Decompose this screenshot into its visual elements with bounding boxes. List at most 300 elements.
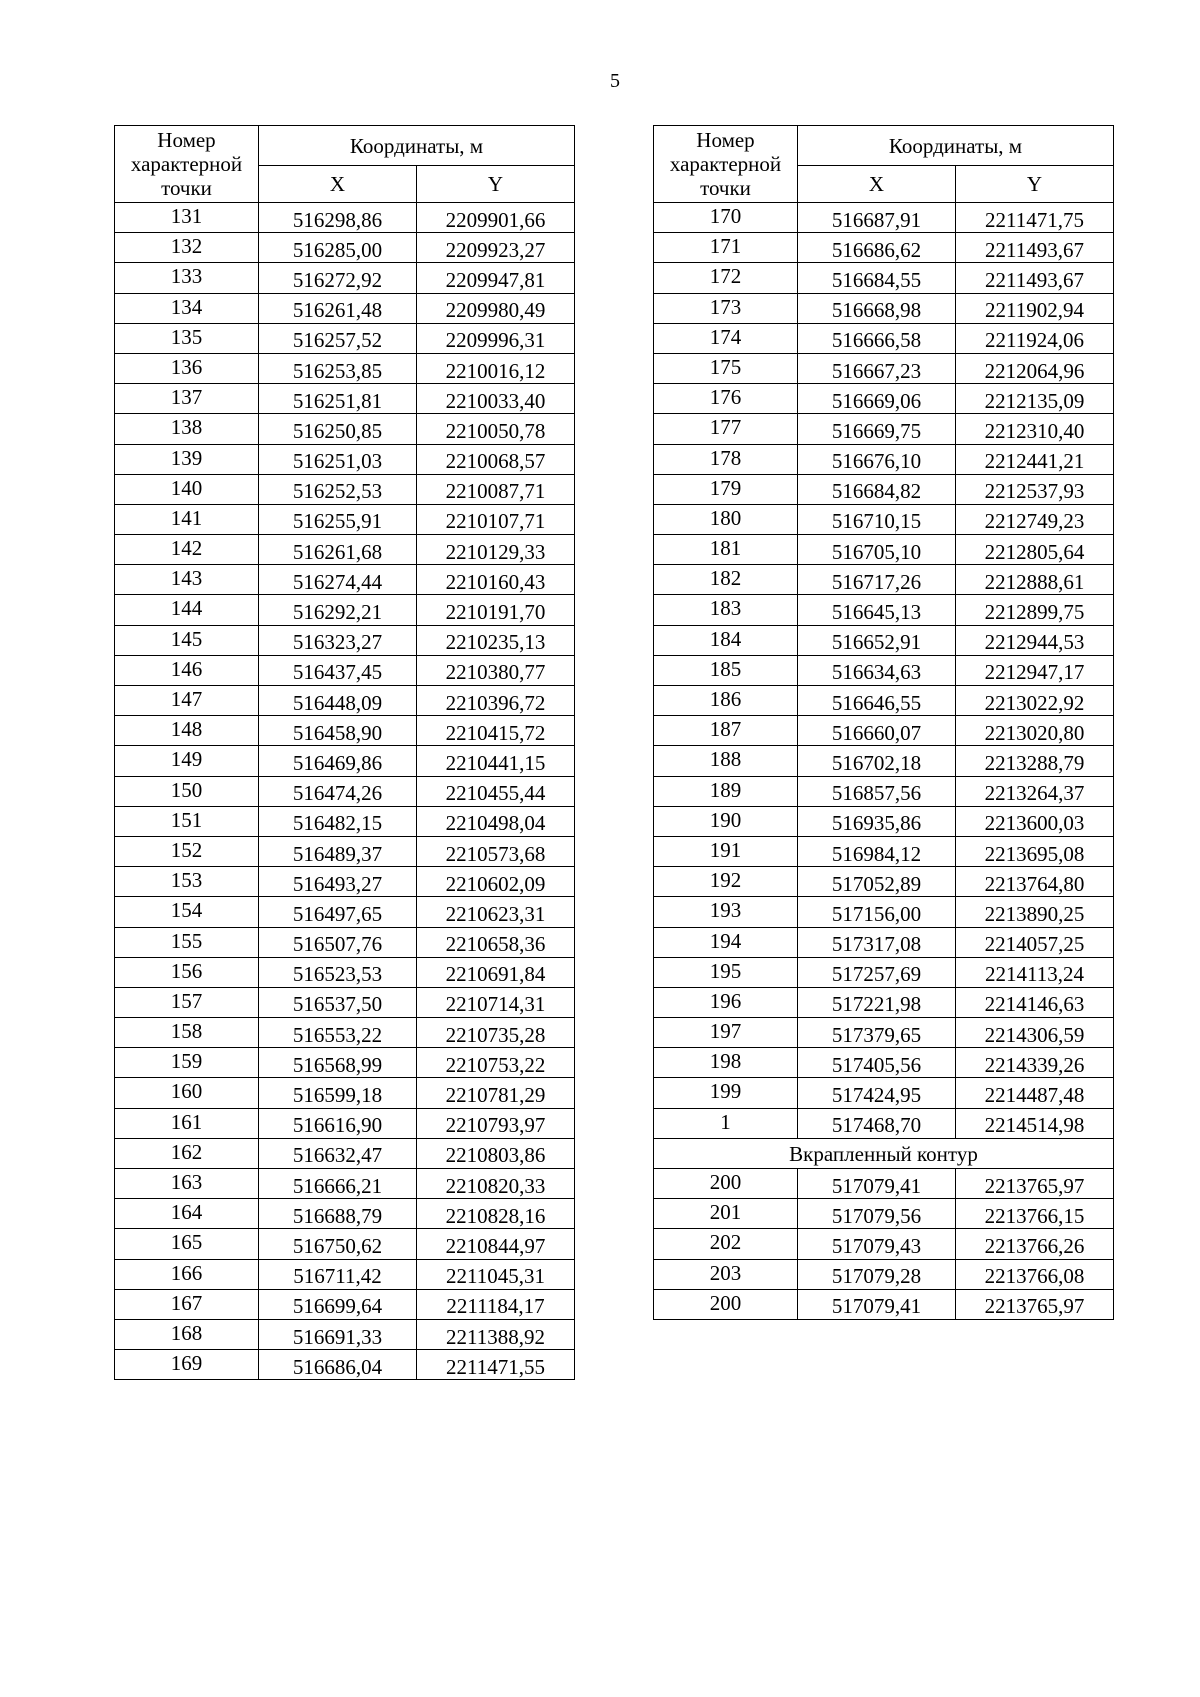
table-row (654, 746, 1114, 776)
table-row (115, 1138, 575, 1168)
y-coordinate-cell: 2213765,97 (956, 1169, 1114, 1199)
table-row (654, 1048, 1114, 1078)
point-number-cell: 133 (115, 263, 259, 293)
y-coordinate-cell: 2210753,22 (417, 1048, 575, 1078)
x-coordinate-cell: 516448,09 (259, 686, 417, 716)
table-row (115, 625, 575, 655)
y-coordinate-cell: 2210803,86 (417, 1138, 575, 1168)
y-coordinate-cell: 2212944,53 (956, 625, 1114, 655)
table-row (115, 474, 575, 504)
table-row (115, 565, 575, 595)
y-coordinate-cell: 2212135,09 (956, 384, 1114, 414)
table-row (115, 686, 575, 716)
point-number-cell: 186 (654, 686, 798, 716)
point-number-cell: 192 (654, 867, 798, 897)
table-row (115, 927, 575, 957)
table-row (115, 293, 575, 323)
point-number-cell: 138 (115, 414, 259, 444)
x-coordinate-cell: 516250,85 (259, 414, 417, 444)
point-number-cell: 200 (654, 1289, 798, 1319)
y-coordinate-cell: 2210160,43 (417, 565, 575, 595)
table-row (654, 384, 1114, 414)
y-coordinate-cell: 2210844,97 (417, 1229, 575, 1259)
x-coordinate-cell: 516458,90 (259, 716, 417, 746)
x-coordinate-cell: 517379,65 (798, 1018, 956, 1048)
y-coordinate-cell: 2213764,80 (956, 867, 1114, 897)
point-number-cell: 166 (115, 1259, 259, 1289)
point-number-cell: 168 (115, 1319, 259, 1349)
y-coordinate-cell: 2209947,81 (417, 263, 575, 293)
x-coordinate-cell: 516469,86 (259, 746, 417, 776)
x-coordinate-cell: 516711,42 (259, 1259, 417, 1289)
point-number-cell: 158 (115, 1018, 259, 1048)
x-coordinate-cell: 516857,56 (798, 776, 956, 806)
point-number-cell: 165 (115, 1229, 259, 1259)
table-row (115, 203, 575, 233)
header-y: Y (417, 166, 575, 203)
point-number-cell: 154 (115, 897, 259, 927)
table-row (115, 1048, 575, 1078)
y-coordinate-cell: 2211902,94 (956, 293, 1114, 323)
table-row (654, 293, 1114, 323)
y-coordinate-cell: 2210380,77 (417, 655, 575, 685)
y-coordinate-cell: 2213020,80 (956, 716, 1114, 746)
x-coordinate-cell: 516252,53 (259, 474, 417, 504)
point-number-cell: 141 (115, 504, 259, 534)
section-label: Вкрапленный контур (654, 1138, 1114, 1168)
table-row (115, 1319, 575, 1349)
point-number-cell: 189 (654, 776, 798, 806)
x-coordinate-cell: 516984,12 (798, 836, 956, 866)
table-row (654, 595, 1114, 625)
y-coordinate-cell: 2213766,15 (956, 1199, 1114, 1229)
y-coordinate-cell: 2210735,28 (417, 1018, 575, 1048)
table-row (115, 263, 575, 293)
y-coordinate-cell: 2214487,48 (956, 1078, 1114, 1108)
y-coordinate-cell: 2213766,26 (956, 1229, 1114, 1259)
x-coordinate-cell: 516669,75 (798, 414, 956, 444)
x-coordinate-cell: 516935,86 (798, 806, 956, 836)
y-coordinate-cell: 2214057,25 (956, 927, 1114, 957)
point-number-cell: 152 (115, 836, 259, 866)
point-number-cell: 142 (115, 535, 259, 565)
point-number-cell: 178 (654, 444, 798, 474)
x-coordinate-cell: 516710,15 (798, 504, 956, 534)
x-coordinate-cell: 516272,92 (259, 263, 417, 293)
point-number-cell: 162 (115, 1138, 259, 1168)
x-coordinate-cell: 517468,70 (798, 1108, 956, 1138)
table-row (654, 535, 1114, 565)
point-number-cell: 197 (654, 1018, 798, 1048)
point-number-cell: 176 (654, 384, 798, 414)
y-coordinate-cell: 2210068,57 (417, 444, 575, 474)
table-row (115, 1018, 575, 1048)
y-coordinate-cell: 2212888,61 (956, 565, 1114, 595)
x-coordinate-cell: 516261,48 (259, 293, 417, 323)
x-coordinate-cell: 516668,98 (798, 293, 956, 323)
table-row (115, 233, 575, 263)
section-row (654, 1138, 1114, 1168)
point-number-cell: 203 (654, 1259, 798, 1289)
table-row (654, 1018, 1114, 1048)
y-coordinate-cell: 2212947,17 (956, 655, 1114, 685)
y-coordinate-cell: 2212441,21 (956, 444, 1114, 474)
table-row (654, 233, 1114, 263)
point-number-cell: 181 (654, 535, 798, 565)
point-number-cell: 135 (115, 323, 259, 353)
point-number-cell: 198 (654, 1048, 798, 1078)
y-coordinate-cell: 2210033,40 (417, 384, 575, 414)
x-coordinate-cell: 517221,98 (798, 987, 956, 1017)
table-row (654, 625, 1114, 655)
x-coordinate-cell: 516255,91 (259, 504, 417, 534)
page-number: 5 (610, 70, 620, 92)
table-row (115, 897, 575, 927)
table-row (115, 1259, 575, 1289)
point-number-cell: 173 (654, 293, 798, 323)
x-coordinate-cell: 517079,41 (798, 1169, 956, 1199)
table-row (115, 535, 575, 565)
table-row (115, 806, 575, 836)
table-row (115, 353, 575, 383)
point-number-cell: 150 (115, 776, 259, 806)
table-row (654, 444, 1114, 474)
x-coordinate-cell: 516702,18 (798, 746, 956, 776)
x-coordinate-cell: 517156,00 (798, 897, 956, 927)
point-number-cell: 196 (654, 987, 798, 1017)
y-coordinate-cell: 2212537,93 (956, 474, 1114, 504)
table-row (654, 1259, 1114, 1289)
table-row (654, 776, 1114, 806)
table-row (654, 1289, 1114, 1319)
coordinates-table-left (114, 125, 575, 1380)
point-number-cell: 163 (115, 1169, 259, 1199)
table-row (115, 776, 575, 806)
point-number-cell: 131 (115, 203, 259, 233)
y-coordinate-cell: 2210016,12 (417, 353, 575, 383)
point-number-cell: 184 (654, 625, 798, 655)
x-coordinate-cell: 516497,65 (259, 897, 417, 927)
x-coordinate-cell: 516666,21 (259, 1169, 417, 1199)
header-point-number: Номер характерной точки (115, 126, 259, 203)
table-row (115, 414, 575, 444)
x-coordinate-cell: 516257,52 (259, 323, 417, 353)
table-row (115, 716, 575, 746)
header-y: Y (956, 166, 1114, 203)
x-coordinate-cell: 516684,82 (798, 474, 956, 504)
table-row (115, 987, 575, 1017)
table-row (654, 1169, 1114, 1199)
point-number-cell: 139 (115, 444, 259, 474)
y-coordinate-cell: 2213695,08 (956, 836, 1114, 866)
table-row (654, 203, 1114, 233)
y-coordinate-cell: 2210235,13 (417, 625, 575, 655)
table-row (654, 1229, 1114, 1259)
y-coordinate-cell: 2211493,67 (956, 233, 1114, 263)
point-number-cell: 170 (654, 203, 798, 233)
point-number-cell: 200 (654, 1169, 798, 1199)
table-row (654, 263, 1114, 293)
point-number-cell: 177 (654, 414, 798, 444)
point-number-cell: 137 (115, 384, 259, 414)
y-coordinate-cell: 2212805,64 (956, 535, 1114, 565)
point-number-cell: 156 (115, 957, 259, 987)
table-row (654, 836, 1114, 866)
point-number-cell: 188 (654, 746, 798, 776)
table-row (654, 927, 1114, 957)
x-coordinate-cell: 516599,18 (259, 1078, 417, 1108)
x-coordinate-cell: 517079,56 (798, 1199, 956, 1229)
point-number-cell: 146 (115, 655, 259, 685)
point-number-cell: 174 (654, 323, 798, 353)
right-table-body (654, 203, 1114, 1320)
table-row (654, 353, 1114, 383)
header-x: X (259, 166, 417, 203)
table-row (654, 1199, 1114, 1229)
y-coordinate-cell: 2210107,71 (417, 504, 575, 534)
point-number-cell: 140 (115, 474, 259, 504)
point-number-cell: 159 (115, 1048, 259, 1078)
y-coordinate-cell: 2210396,72 (417, 686, 575, 716)
x-coordinate-cell: 516437,45 (259, 655, 417, 685)
y-coordinate-cell: 2210573,68 (417, 836, 575, 866)
x-coordinate-cell: 516687,91 (798, 203, 956, 233)
point-number-cell: 169 (115, 1350, 259, 1380)
x-coordinate-cell: 516667,23 (798, 353, 956, 383)
point-number-cell: 193 (654, 897, 798, 927)
header-coordinates: Координаты, м (798, 126, 1114, 166)
y-coordinate-cell: 2210820,33 (417, 1169, 575, 1199)
y-coordinate-cell: 2211471,75 (956, 203, 1114, 233)
y-coordinate-cell: 2211184,17 (417, 1289, 575, 1319)
table-row (654, 655, 1114, 685)
point-number-cell: 164 (115, 1199, 259, 1229)
point-number-cell: 172 (654, 263, 798, 293)
x-coordinate-cell: 516686,04 (259, 1350, 417, 1380)
x-coordinate-cell: 516686,62 (798, 233, 956, 263)
x-coordinate-cell: 516750,62 (259, 1229, 417, 1259)
point-number-cell: 201 (654, 1199, 798, 1229)
x-coordinate-cell: 516482,15 (259, 806, 417, 836)
y-coordinate-cell: 2214514,98 (956, 1108, 1114, 1138)
table-row (115, 504, 575, 534)
y-coordinate-cell: 2211388,92 (417, 1319, 575, 1349)
y-coordinate-cell: 2210441,15 (417, 746, 575, 776)
point-number-cell: 187 (654, 716, 798, 746)
table-row (654, 686, 1114, 716)
x-coordinate-cell: 516323,27 (259, 625, 417, 655)
y-coordinate-cell: 2210691,84 (417, 957, 575, 987)
y-coordinate-cell: 2210828,16 (417, 1199, 575, 1229)
point-number-cell: 161 (115, 1108, 259, 1138)
table-row (654, 565, 1114, 595)
y-coordinate-cell: 2210781,29 (417, 1078, 575, 1108)
table-row (115, 867, 575, 897)
x-coordinate-cell: 516676,10 (798, 444, 956, 474)
point-number-cell: 182 (654, 565, 798, 595)
y-coordinate-cell: 2213288,79 (956, 746, 1114, 776)
y-coordinate-cell: 2209996,31 (417, 323, 575, 353)
y-coordinate-cell: 2210415,72 (417, 716, 575, 746)
y-coordinate-cell: 2212064,96 (956, 353, 1114, 383)
table-row (115, 1169, 575, 1199)
y-coordinate-cell: 2211924,06 (956, 323, 1114, 353)
y-coordinate-cell: 2212899,75 (956, 595, 1114, 625)
point-number-cell: 167 (115, 1289, 259, 1319)
x-coordinate-cell: 517405,56 (798, 1048, 956, 1078)
x-coordinate-cell: 516717,26 (798, 565, 956, 595)
x-coordinate-cell: 516688,79 (259, 1199, 417, 1229)
x-coordinate-cell: 516274,44 (259, 565, 417, 595)
x-coordinate-cell: 516632,47 (259, 1138, 417, 1168)
table-row (115, 384, 575, 414)
x-coordinate-cell: 517079,28 (798, 1259, 956, 1289)
x-coordinate-cell: 516292,21 (259, 595, 417, 625)
y-coordinate-cell: 2213022,92 (956, 686, 1114, 716)
y-coordinate-cell: 2213765,97 (956, 1289, 1114, 1319)
table-row (115, 1289, 575, 1319)
point-number-cell: 190 (654, 806, 798, 836)
y-coordinate-cell: 2210129,33 (417, 535, 575, 565)
x-coordinate-cell: 516251,81 (259, 384, 417, 414)
x-coordinate-cell: 516669,06 (798, 384, 956, 414)
point-number-cell: 195 (654, 957, 798, 987)
point-number-cell: 149 (115, 746, 259, 776)
y-coordinate-cell: 2211471,55 (417, 1350, 575, 1380)
y-coordinate-cell: 2211045,31 (417, 1259, 575, 1289)
x-coordinate-cell: 517257,69 (798, 957, 956, 987)
table-row (654, 414, 1114, 444)
table-row (654, 474, 1114, 504)
y-coordinate-cell: 2210623,31 (417, 897, 575, 927)
table-row (654, 987, 1114, 1017)
table-row (654, 716, 1114, 746)
x-coordinate-cell: 516616,90 (259, 1108, 417, 1138)
point-number-cell: 171 (654, 233, 798, 263)
table-row (654, 1108, 1114, 1138)
table-row (115, 1229, 575, 1259)
point-number-cell: 183 (654, 595, 798, 625)
y-coordinate-cell: 2210455,44 (417, 776, 575, 806)
table-row (654, 323, 1114, 353)
point-number-cell: 191 (654, 836, 798, 866)
table-row (115, 1199, 575, 1229)
y-coordinate-cell: 2214146,63 (956, 987, 1114, 1017)
x-coordinate-cell: 516537,50 (259, 987, 417, 1017)
x-coordinate-cell: 516553,22 (259, 1018, 417, 1048)
x-coordinate-cell: 516646,55 (798, 686, 956, 716)
y-coordinate-cell: 2212749,23 (956, 504, 1114, 534)
y-coordinate-cell: 2209901,66 (417, 203, 575, 233)
y-coordinate-cell: 2214306,59 (956, 1018, 1114, 1048)
point-number-cell: 160 (115, 1078, 259, 1108)
x-coordinate-cell: 516568,99 (259, 1048, 417, 1078)
coordinates-table-right (653, 125, 1114, 1320)
x-coordinate-cell: 516251,03 (259, 444, 417, 474)
y-coordinate-cell: 2212310,40 (956, 414, 1114, 444)
table-row (115, 746, 575, 776)
y-coordinate-cell: 2209923,27 (417, 233, 575, 263)
y-coordinate-cell: 2210793,97 (417, 1108, 575, 1138)
x-coordinate-cell: 516652,91 (798, 625, 956, 655)
point-number-cell: 132 (115, 233, 259, 263)
x-coordinate-cell: 516523,53 (259, 957, 417, 987)
y-coordinate-cell: 2213890,25 (956, 897, 1114, 927)
point-number-cell: 148 (115, 716, 259, 746)
table-row (115, 1078, 575, 1108)
x-coordinate-cell: 516634,63 (798, 655, 956, 685)
point-number-cell: 134 (115, 293, 259, 323)
x-coordinate-cell: 516298,86 (259, 203, 417, 233)
table-row (654, 1078, 1114, 1108)
table-row (654, 806, 1114, 836)
table-row (654, 897, 1114, 927)
x-coordinate-cell: 517079,43 (798, 1229, 956, 1259)
x-coordinate-cell: 516691,33 (259, 1319, 417, 1349)
y-coordinate-cell: 2210087,71 (417, 474, 575, 504)
x-coordinate-cell: 516261,68 (259, 535, 417, 565)
x-coordinate-cell: 517052,89 (798, 867, 956, 897)
y-coordinate-cell: 2214339,26 (956, 1048, 1114, 1078)
y-coordinate-cell: 2209980,49 (417, 293, 575, 323)
table-row (115, 1108, 575, 1138)
x-coordinate-cell: 516645,13 (798, 595, 956, 625)
x-coordinate-cell: 516253,85 (259, 353, 417, 383)
header-x: X (798, 166, 956, 203)
y-coordinate-cell: 2210602,09 (417, 867, 575, 897)
table-row (115, 655, 575, 685)
x-coordinate-cell: 516285,00 (259, 233, 417, 263)
y-coordinate-cell: 2214113,24 (956, 957, 1114, 987)
table-row (654, 957, 1114, 987)
point-number-cell: 179 (654, 474, 798, 504)
table-row (115, 595, 575, 625)
x-coordinate-cell: 516705,10 (798, 535, 956, 565)
y-coordinate-cell: 2210050,78 (417, 414, 575, 444)
x-coordinate-cell: 516489,37 (259, 836, 417, 866)
table-row (115, 444, 575, 474)
x-coordinate-cell: 516684,55 (798, 263, 956, 293)
point-number-cell: 180 (654, 504, 798, 534)
y-coordinate-cell: 2210658,36 (417, 927, 575, 957)
point-number-cell: 136 (115, 353, 259, 383)
x-coordinate-cell: 517317,08 (798, 927, 956, 957)
table-row (115, 1350, 575, 1380)
x-coordinate-cell: 516666,58 (798, 323, 956, 353)
header-coordinates: Координаты, м (259, 126, 575, 166)
y-coordinate-cell: 2213766,08 (956, 1259, 1114, 1289)
point-number-cell: 151 (115, 806, 259, 836)
header-point-number: Номер характерной точки (654, 126, 798, 203)
left-table-body (115, 203, 575, 1380)
x-coordinate-cell: 516493,27 (259, 867, 417, 897)
point-number-cell: 202 (654, 1229, 798, 1259)
y-coordinate-cell: 2210714,31 (417, 987, 575, 1017)
point-number-cell: 175 (654, 353, 798, 383)
point-number-cell: 194 (654, 927, 798, 957)
y-coordinate-cell: 2210191,70 (417, 595, 575, 625)
y-coordinate-cell: 2211493,67 (956, 263, 1114, 293)
table-row (115, 836, 575, 866)
table-row (115, 323, 575, 353)
point-number-cell: 199 (654, 1078, 798, 1108)
point-number-cell: 144 (115, 595, 259, 625)
point-number-cell: 145 (115, 625, 259, 655)
point-number-cell: 157 (115, 987, 259, 1017)
point-number-cell: 143 (115, 565, 259, 595)
x-coordinate-cell: 516660,07 (798, 716, 956, 746)
x-coordinate-cell: 516699,64 (259, 1289, 417, 1319)
